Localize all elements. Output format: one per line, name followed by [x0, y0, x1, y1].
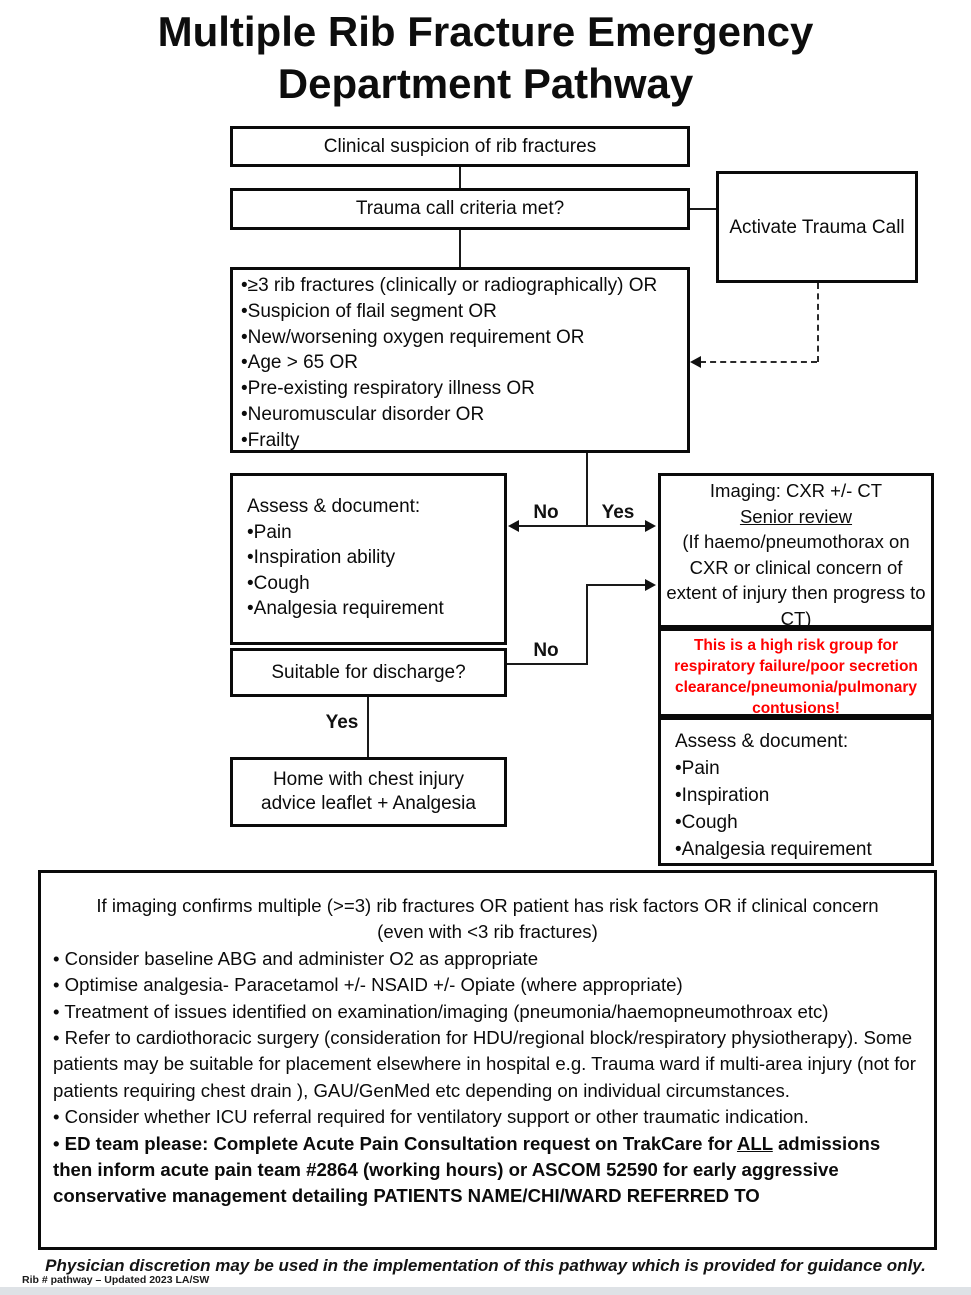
imaging-title: Imaging: CXR +/- CT — [709, 480, 883, 501]
discharge-question-box — [230, 648, 507, 697]
risk-factor-item: •Age > 65 OR — [241, 352, 359, 374]
assess-left-item: •Inspiration ability — [247, 547, 396, 568]
risk-factor-item: •New/worsening oxygen requirement OR — [241, 326, 585, 348]
yes-label-imaging-branch: Yes — [601, 502, 635, 523]
assess-right-item: •Analgesia requirement — [675, 839, 872, 860]
management-intro-line2: (even with <3 rib fractures) — [377, 921, 598, 943]
connector-trauma-to-activate — [690, 208, 716, 210]
management-bullet: • Consider whether ICU referral required for ventilatory support or other traumatic indication. — [53, 1106, 809, 1128]
assess-left-heading: Assess & document: — [247, 496, 421, 517]
senior-review-text: Senior review — [739, 505, 853, 527]
page-title-line1: Multiple Rib Fracture Emergency — [157, 8, 814, 55]
high-risk-warning-box — [658, 628, 934, 717]
trauma-call-question-text: Trauma call criteria met? — [355, 198, 565, 219]
risk-factor-item: •≥3 rib fractures (clinically or radiographically) OR — [241, 275, 658, 296]
dashed-connector-activate-down — [817, 283, 819, 362]
imaging-box — [658, 473, 934, 628]
connector-no-yes-branch — [516, 525, 648, 527]
management-bullet: • Consider baseline ABG and administer O2 as appropriate — [53, 947, 539, 969]
arrowhead-into-imaging-bottom — [645, 579, 656, 591]
assess-left-item: •Pain — [247, 521, 292, 543]
ed-team-emphasis: ALL — [736, 1132, 773, 1154]
management-bullet: • Optimise analgesia- Paracetamol +/- NSAID +/- Opiate (where appropriate) — [53, 974, 683, 996]
activate-trauma-call-box — [716, 171, 918, 283]
clinical-suspicion-text: Clinical suspicion of rib fractures — [323, 135, 597, 157]
assess-right-heading: Assess & document: — [675, 731, 849, 752]
assess-document-right-box — [658, 717, 934, 866]
high-risk-warning-text: This is a high risk group for respiratory failure/poor secretion clearance/pneumonia/pulmonary contusions! — [674, 637, 918, 717]
home-discharge-line1: Home with chest injury — [272, 769, 465, 790]
connector-discharge-no-up — [586, 584, 588, 665]
physician-discretion-disclaimer: Physician discretion may be used in the implementation of this pathway which is provided for guidance only. — [45, 1256, 926, 1275]
no-label-imaging-branch: No — [533, 502, 559, 523]
management-bullet: • Refer to cardiothoracic surgery (consideration for HDU/regional block/respiratory physiotherapy). Some patients may be suitable for placement elsewhere in hospital e.g. Trauma ward if multi-area injury (not for patients requiring chest drain ), GAU/GenMed etc depending on individual circumstances. — [53, 1027, 916, 1101]
version-note: Rib # pathway – Updated 2023 LA/SW — [22, 1274, 210, 1286]
assess-right-item: •Pain — [675, 758, 720, 779]
page-bottom-strip — [0, 1287, 971, 1295]
ed-team-bullet — [53, 1131, 922, 1210]
connector-discharge-no-to-imaging — [588, 584, 646, 586]
ed-team-tail: admissions then inform acute pain team #2864 (working hours) or ASCOM 52590 for early aggressive conservative management detailing PATIENTS NAME/CHI/WARD REFERRED TO — [53, 1132, 881, 1207]
dashed-connector-activate-left — [700, 361, 817, 363]
home-discharge-line2: advice leaflet + Analgesia — [261, 793, 476, 814]
discharge-question-text: Suitable for discharge? — [271, 661, 466, 683]
assess-left-item: •Analgesia requirement — [247, 598, 444, 619]
yes-label-discharge-branch: Yes — [325, 712, 359, 733]
imaging-detail: (If haemo/pneumothorax on CXR or clinical concern of extent of injury then progress to CT) — [666, 531, 926, 629]
clinical-suspicion-box — [230, 126, 690, 167]
risk-factor-item: •Pre-existing respiratory illness OR — [241, 378, 535, 400]
risk-factor-item: •Suspicion of flail segment OR — [241, 300, 497, 322]
management-bullet: • Treatment of issues identified on examination/imaging (pneumonia/haemopneumothroax etc) — [53, 1000, 829, 1022]
assess-document-left-box — [230, 473, 507, 645]
assess-right-item: •Cough — [675, 812, 738, 833]
home-discharge-box — [230, 757, 507, 827]
assess-left-item: •Cough — [247, 572, 310, 594]
no-label-discharge-branch: No — [533, 640, 559, 661]
activate-trauma-call-text: Activate Trauma Call — [729, 216, 905, 238]
connector-discharge-no-right — [507, 663, 588, 665]
page-title-line2: Department Pathway — [277, 60, 694, 107]
ed-team-lead: • ED team please: Complete Acute Pain Consultation request on TrakCare for — [53, 1132, 737, 1154]
risk-factor-item: •Neuromuscular disorder OR — [241, 403, 485, 425]
management-intro-line1: If imaging confirms multiple (>=3) rib fractures OR patient has risk factors OR if clinical concern — [96, 895, 879, 916]
risk-factor-item: •Frailty — [241, 429, 300, 451]
connector-trauma-to-riskfactors — [459, 230, 461, 267]
page-title — [0, 6, 971, 110]
arrowhead-into-riskfactors — [690, 356, 701, 368]
connector-suspicion-to-trauma — [459, 167, 461, 188]
management-box — [38, 870, 937, 1250]
trauma-call-question-box — [230, 188, 690, 230]
assess-right-item: •Inspiration — [675, 785, 770, 806]
risk-factors-box — [230, 267, 690, 453]
